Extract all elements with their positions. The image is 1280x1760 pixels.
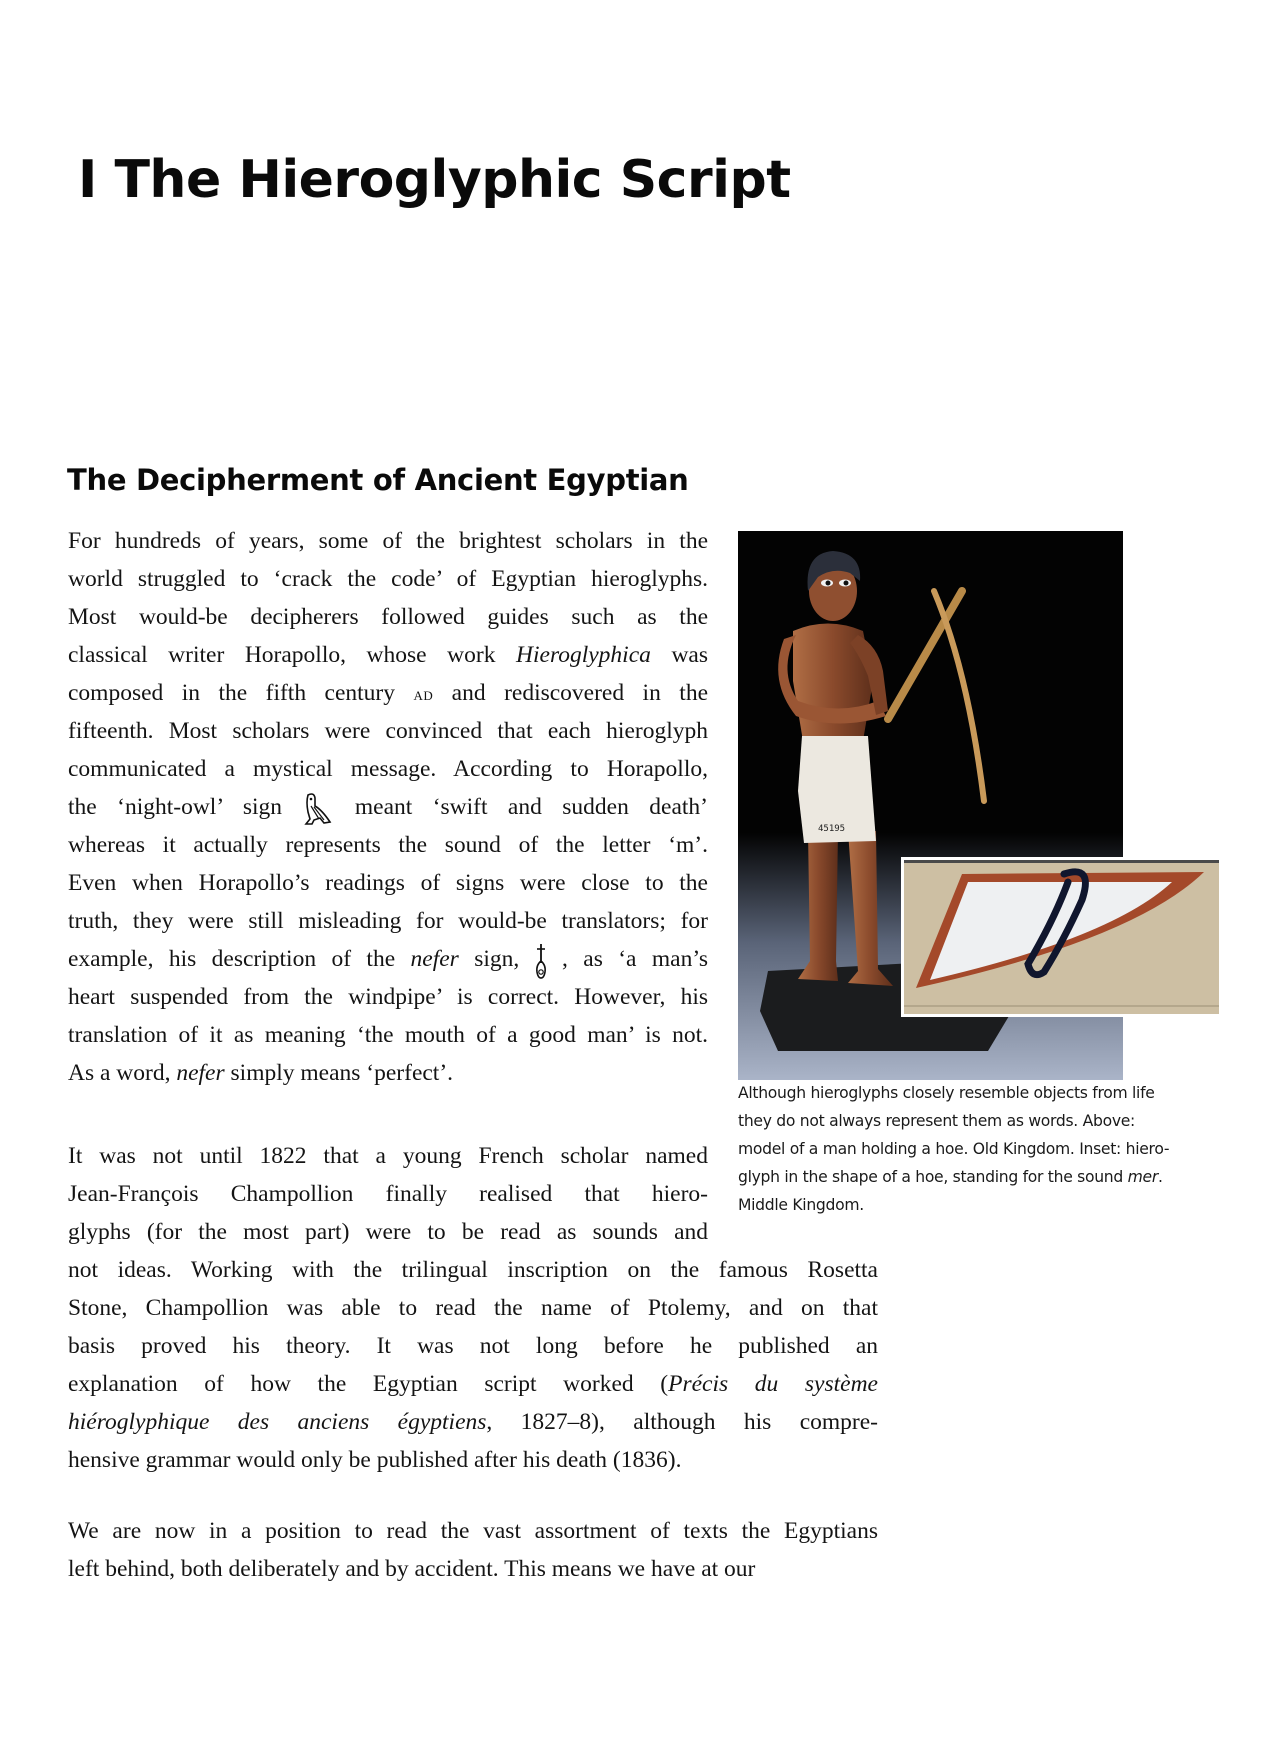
text-line <box>738 1107 1228 1135</box>
text-segment: world struggled to ‘crack the code’ of Egyptian hieroglyphs. <box>68 566 708 592</box>
text-line <box>68 978 708 1016</box>
text-segment: left behind, both deliberately and by accident. This means we have at our <box>68 1556 756 1582</box>
italic-text: Hieroglyphica <box>516 642 651 668</box>
text-line <box>68 1137 708 1175</box>
text-segment: Jean-François Champollion finally realised that hiero- <box>68 1181 708 1207</box>
text-line <box>68 1550 878 1588</box>
text-segment: basis proved his theory. It was not long before he published an <box>68 1333 878 1359</box>
text-line <box>738 1163 1228 1191</box>
text-line <box>68 1054 708 1092</box>
text-line <box>68 1175 708 1213</box>
text-line <box>68 674 708 712</box>
text-segment: , 1827–8), although his compre- <box>486 1409 878 1435</box>
text-segment: whereas it actually represents the sound of the letter ‘m’. <box>68 832 708 858</box>
text-line <box>68 712 708 750</box>
text-segment: glyph in the shape of a hoe, standing for the sound <box>738 1168 1128 1186</box>
object-number: 45195 <box>818 824 846 834</box>
text-segment: meant ‘swift and sudden death’ <box>334 794 708 820</box>
text-segment: For hundreds of years, some of the brightest scholars in the <box>68 528 708 554</box>
hoe-hieroglyph-inset <box>901 857 1222 1017</box>
text-segment: was <box>650 642 708 668</box>
small-caps-text: ad <box>413 684 434 705</box>
italic-text: hiéroglyphique des anciens égyptiens <box>68 1409 487 1435</box>
section-heading: The Decipherment of Ancient Egyptian <box>67 463 689 497</box>
text-segment: Although hieroglyphs closely resemble objects from life <box>738 1084 1155 1102</box>
text-segment: We are now in a position to read the vast assortment of texts the Egyptians <box>68 1518 878 1544</box>
paragraph-3 <box>68 1512 878 1588</box>
text-segment: simply means ‘perfect’. <box>224 1060 454 1086</box>
text-line <box>738 1191 1228 1219</box>
text-line <box>738 1079 1228 1107</box>
text-segment: classical writer Horapollo, whose work <box>68 642 517 668</box>
text-segment: heart suspended from the windpipe’ is correct. However, his <box>68 984 708 1010</box>
text-line <box>68 1441 878 1479</box>
text-segment: explanation of how the Egyptian script worked ( <box>68 1371 669 1397</box>
text-segment: hensive grammar would only be published after his death (1836). <box>68 1447 682 1473</box>
text-segment: composed in the fifth century <box>68 680 414 706</box>
text-segment: As a word, <box>68 1060 177 1086</box>
text-line <box>738 1135 1228 1163</box>
text-segment: , as ‘a man’s <box>546 946 708 972</box>
text-line <box>68 1512 878 1550</box>
text-segment: example, his description of the <box>68 946 411 972</box>
text-line <box>68 560 708 598</box>
text-segment: truth, they were still misleading for would-be translators; for <box>68 908 708 934</box>
text-line <box>68 940 708 978</box>
hoe-hieroglyph-illustration <box>904 860 1219 1014</box>
text-segment: fifteenth. Most scholars were convinced that each hieroglyph <box>68 718 708 744</box>
text-segment: Most would-be decipherers followed guides such as the <box>68 604 708 630</box>
text-segment: and rediscovered in the <box>433 680 708 706</box>
text-segment: glyphs (for the most part) were to be read as sounds and <box>68 1219 708 1245</box>
text-segment: Stone, Champollion was able to read the name of Ptolemy, and on that <box>68 1295 878 1321</box>
text-segment: the ‘night-owl’ sign <box>68 794 303 820</box>
nefer-hieroglyph-icon <box>535 943 547 979</box>
text-segment: Even when Horapollo’s readings of signs were close to the <box>68 870 708 896</box>
text-line <box>68 1403 878 1441</box>
text-segment: Middle Kingdom. <box>738 1196 864 1214</box>
italic-text: mer <box>1127 1168 1158 1186</box>
figure-caption <box>738 1079 1228 1219</box>
text-line <box>68 750 708 788</box>
text-segment: It was not until 1822 that a young French scholar named <box>68 1143 708 1169</box>
text-line <box>68 902 708 940</box>
paragraph-1 <box>68 522 708 1092</box>
text-segment: communicated a mystical message. According to Horapollo, <box>68 756 708 782</box>
text-line <box>68 522 708 560</box>
text-segment: translation of it as meaning ‘the mouth of a good man’ is not. <box>68 1022 708 1048</box>
text-segment: they do not always represent them as words. Above: <box>738 1112 1135 1130</box>
text-line <box>68 1251 878 1289</box>
text-line <box>68 1327 878 1365</box>
italic-text: nefer <box>410 946 459 972</box>
text-line <box>68 1289 878 1327</box>
italic-text: nefer <box>176 1060 225 1086</box>
text-line <box>68 1213 708 1251</box>
text-line <box>68 636 708 674</box>
text-segment: . <box>1157 1168 1163 1186</box>
text-line <box>68 1016 708 1054</box>
text-line <box>68 1365 878 1403</box>
text-line <box>68 864 708 902</box>
text-line <box>68 598 708 636</box>
text-segment: sign, <box>458 946 535 972</box>
text-line <box>68 826 708 864</box>
text-segment: model of a man holding a hoe. Old Kingdom. Inset: hiero- <box>738 1140 1170 1158</box>
text-line <box>68 788 708 826</box>
chapter-title: I The Hieroglyphic Script <box>78 150 791 210</box>
italic-text: Précis du système <box>668 1371 878 1397</box>
text-segment: not ideas. Working with the trilingual inscription on the famous Rosetta <box>68 1257 878 1283</box>
owl-hieroglyph-icon <box>302 792 334 826</box>
